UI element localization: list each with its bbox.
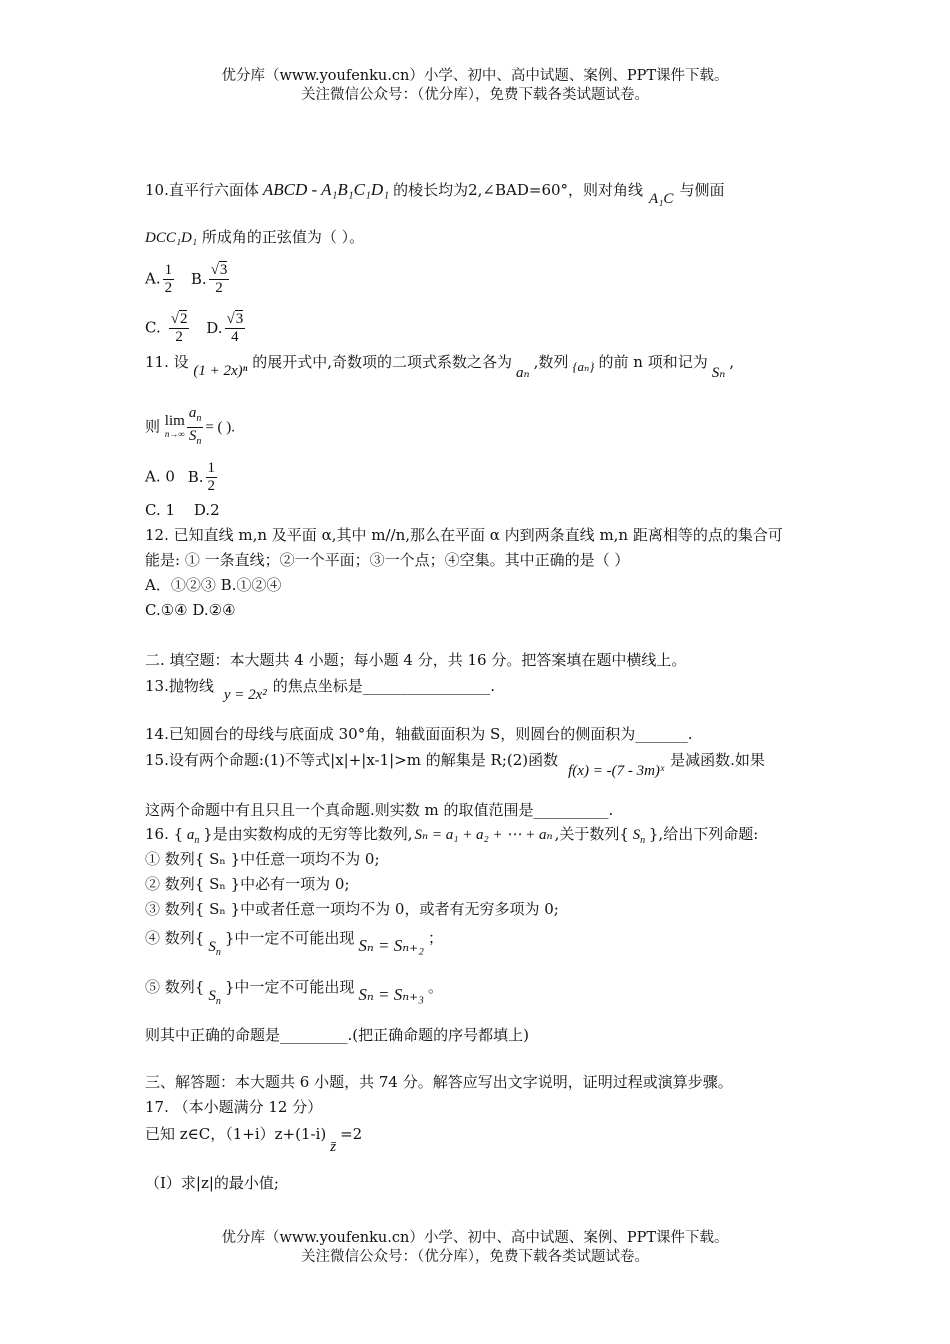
q13-expression: y = 2x² <box>223 687 267 703</box>
q16-item-2: ② 数列{ Sₙ }中必有一项为 0; <box>145 875 350 893</box>
q10-opt-c-fraction: $\frac{√2}{2}$ <box>170 311 188 345</box>
q12-options-ab: A．①②③ B.①②④ <box>145 576 282 594</box>
q11-options-cd: C. 1 D.2 <box>145 501 220 519</box>
footer-line-1: 优分库（www.youfenku.cn）小学、初中、高中试题、案例、PPT课件下载。 <box>221 1230 729 1246</box>
q11-limit-fraction: $\frac{a_n}{S_n}$ <box>188 405 202 447</box>
q14-line: 14.已知圆台的母线与底面成 30°角，轴截面面积为 S，则圆台的侧面积为_______. <box>145 725 693 743</box>
section-2-title: 二. 填空题：本大题共 4 小题；每小题 4 分，共 16 分。把答案填在题中横线上。 <box>145 651 687 669</box>
q10-options-cd: C. $\frac{√2}{2}$ D. $\frac{√3}{4}$ <box>145 311 244 345</box>
q10-line-2: DCC₁D₁ 所成角的正弦值为（ ）。 <box>145 228 365 246</box>
section-3-title: 三、解答题：本大题共 6 小题，共 74 分。解答应写出文字说明，证明过程或演算步骤。 <box>145 1073 733 1091</box>
q16-item-4: ④ 数列{ $S_n$}中一定不可能出现 Sₙ = Sₙ₊₂ ； <box>145 929 444 958</box>
q15-line-1: 15.设有两个命题:(1)不等式|x|+|x-1|>m 的解集是 R;(2)函数f(x) = -(7 - 3m)ˣ是减函数.如果 <box>145 751 765 779</box>
q10-face: DCC₁D₁ <box>145 230 198 246</box>
q16-sum-expression: Sₙ = a₁ + a₂ + ⋯ + aₙ <box>414 827 553 843</box>
q15-expression: f(x) = -(7 - 3m)ˣ <box>568 763 665 779</box>
q13-line: 13.抛物线 y = 2x² 的焦点坐标是_________________. <box>145 677 496 703</box>
q16-answer-line: 则其中正确的命题是_________.(把正确命题的序号都填上) <box>145 1026 529 1044</box>
q11-line-1: 11. 设 (1 + 2x)ⁿ 的展开式中,奇数项的二项式系数之各为aₙ,数列 {aₙ} 的前 n 项和记为Sₙ, <box>145 353 735 381</box>
q16-item-3: ③ 数列{ Sₙ }中或者任意一项均不为 0，或者有无穷多项为 0; <box>145 900 559 918</box>
q10-options-ab: A. $\frac{1}{2}$ B. $\frac{√3}{2}$ <box>145 262 228 296</box>
header-line-1: 优分库（www.youfenku.cn）小学、初中、高中试题、案例、PPT课件下载。 <box>221 68 729 84</box>
q12-line-2: 能是: ① 一条直线；②一个平面；③一个点；④空集。其中正确的是（ ） <box>145 551 630 569</box>
q10-line-1: 10.直平行六面体 ABCD - A₁B₁C₁D₁ 的棱长均为2,∠BAD=60°，则对角线 A₁C 与侧面 <box>145 180 725 207</box>
q17-part-1: （Ⅰ）求|z|的最小值; <box>145 1174 279 1192</box>
q10-diagonal: A₁C <box>649 191 674 207</box>
q10-opt-d-fraction: $\frac{√3}{4}$ <box>226 311 244 345</box>
q12-line-1: 12. 已知直线 m,n 及平面 α,其中 m//n,那么在平面 α 内到两条直线 m,n 距离相等的点的集合可 <box>145 526 783 544</box>
q11-expression: (1 + 2x)ⁿ <box>193 363 248 379</box>
q16-item-4-expression: Sₙ = Sₙ₊₂ <box>358 936 424 955</box>
footer-line-2: 关注微信公众号：（优分库），免费下载各类试题试卷。 <box>301 1249 649 1265</box>
q11-line-2: 则 lim n→∞ $\frac{a_n}{S_n}$ = ( ). <box>145 405 235 450</box>
q11-limit: lim n→∞ <box>164 413 185 439</box>
q16-item-5: ⑤ 数列{ $S_n$}中一定不可能出现 Sₙ = Sₙ₊₃ 。 <box>145 978 444 1007</box>
q11-options-ab: A. 0 B. $\frac{1}{2}$ <box>145 460 215 494</box>
q10-solid: ABCD - A₁B₁C₁D₁ <box>262 180 390 199</box>
q16-item-5-expression: Sₙ = Sₙ₊₃ <box>358 985 424 1004</box>
q17-title: 17. （本小题满分 12 分） <box>145 1098 323 1116</box>
q15-line-2: 这两个命题中有且只且一个真命题.则实数 m 的取值范围是__________. <box>145 801 614 819</box>
q17-zbar: z̄ <box>330 1139 337 1155</box>
q17-given: 已知 z∈C，（1+i）z+(1-i)z̄=2 <box>145 1125 363 1155</box>
header-line-2: 关注微信公众号：（优分库），免费下载各类试题试卷。 <box>301 87 649 103</box>
q11-opt-b-fraction: $\frac{1}{2}$ <box>207 460 215 494</box>
q12-options-cd: C.①④ D.②④ <box>145 601 236 619</box>
q16-line-1: 16. { $a_n$ }是由实数构成的无穷等比数列, Sₙ = a₁ + a₂ + ⋯ + aₙ ,关于数列{ $S_n$ },给出下列命题: <box>145 825 759 846</box>
q16-item-1: ① 数列{ Sₙ }中任意一项均不为 0; <box>145 850 380 868</box>
q10-opt-a-fraction: $\frac{1}{2}$ <box>164 262 173 296</box>
q10-opt-b-fraction: $\frac{√3}{2}$ <box>210 262 228 296</box>
